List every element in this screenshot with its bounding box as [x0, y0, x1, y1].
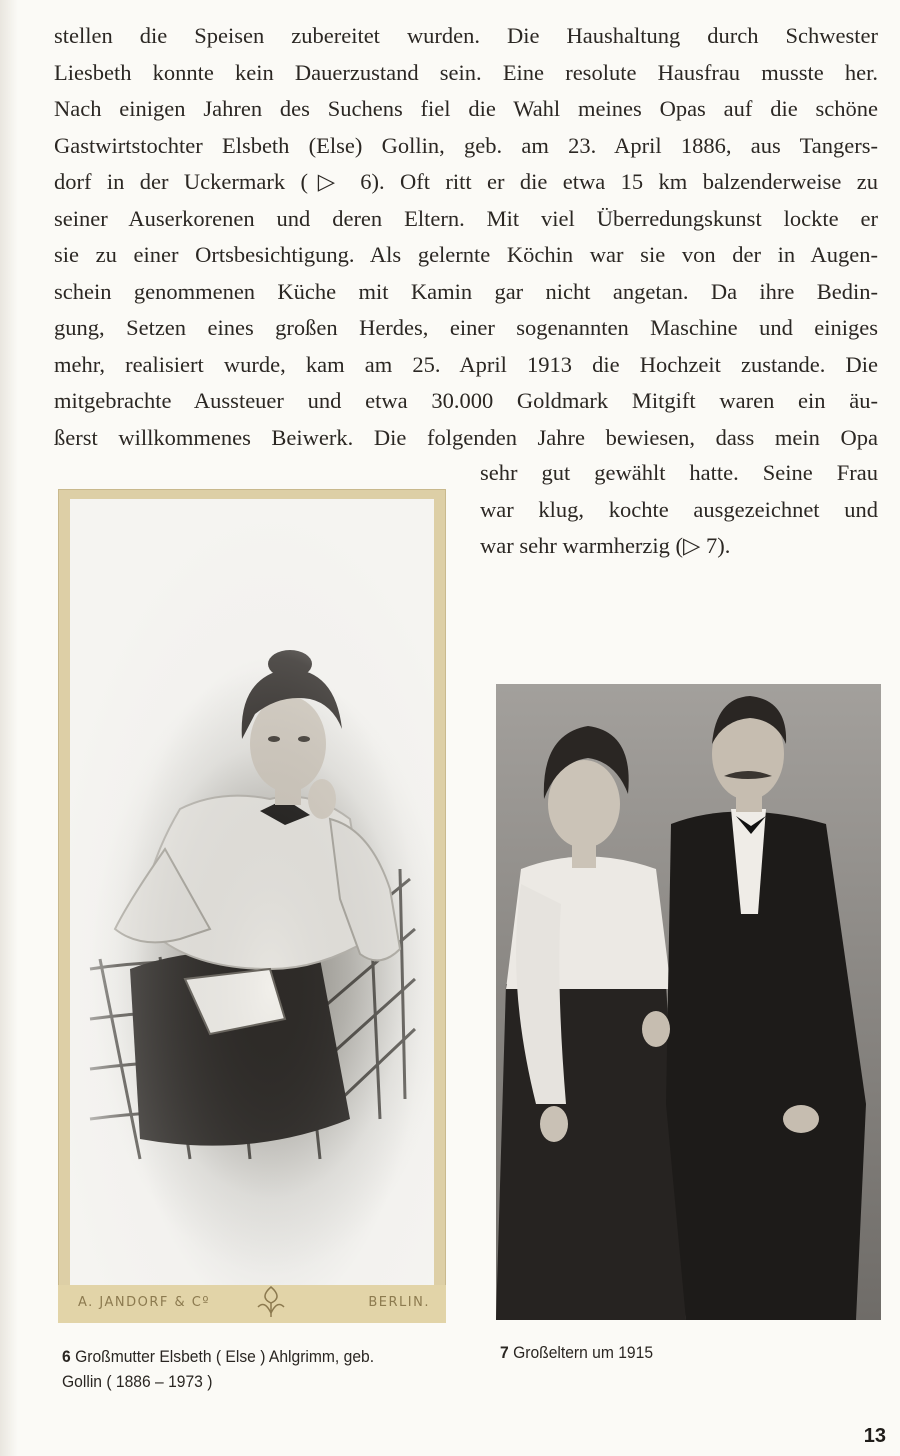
text-line: gung, Setzen eines großen Herdes, einer sogenannten Maschine und einiges — [54, 315, 878, 340]
photo-grandmother-portrait — [58, 489, 446, 1323]
caption-number: 6 — [62, 1347, 71, 1366]
text-line: mitgebrachte Aussteuer und etwa 30.000 Goldmark Mitgift waren ein äu- — [54, 388, 878, 413]
photo-grandparents — [496, 684, 881, 1320]
caption-text: Gollin ( 1886 – 1973 ) — [62, 1372, 213, 1391]
page-number: 13 — [863, 1425, 886, 1447]
caption-text: Großmutter Elsbeth ( Else ) Ahlgrimm, geb. — [75, 1347, 375, 1366]
studio-name: A. JANDORF & Cº — [78, 1295, 211, 1310]
text-line: Liesbeth konnte kein Dauerzustand sein. Eine resolute Hausfrau musste her. — [54, 59, 878, 85]
caption-text: Großeltern um 1915 — [513, 1343, 654, 1362]
portrait-image — [70, 499, 434, 1287]
text-line: seiner Auserkorenen und deren Eltern. Mit viel Überredungskunst lockte er — [54, 205, 878, 231]
text-line: war sehr warmherzig (▷ 7). — [480, 533, 731, 558]
caption-figure-6 — [62, 1344, 430, 1394]
studio-city: BERLIN. — [368, 1295, 430, 1310]
ornament-icon — [254, 1285, 288, 1319]
text-line: dorf in der Uckermark (▷ 6). Oft ritt er die etwa 15 km balzenderweise zu — [54, 169, 878, 194]
portrait-figure — [70, 499, 434, 1287]
page-edge — [0, 0, 18, 1456]
text-line: war klug, kochte ausgezeichnet und — [480, 496, 878, 522]
text-line: mehr, realisiert wurde, kam am 25. April 1913 die Hochzeit zustande. Die — [54, 351, 878, 377]
studio-imprint — [58, 1285, 446, 1323]
text-line: schein genommenen Küche mit Kamin gar nicht angetan. Da ihre Bedin- — [54, 278, 878, 304]
caption-figure-7 — [500, 1340, 850, 1365]
side-text — [480, 455, 878, 565]
text-line: stellen die Speisen zubereitet wurden. Die Haushaltung durch Schwester — [54, 23, 878, 48]
body-text — [54, 18, 878, 456]
text-line: Nach einigen Jahren des Suchens fiel die Wahl meines Opas auf die schöne — [54, 96, 878, 121]
text-line: sie zu einer Ortsbesichtigung. Als gelernte Köchin war sie von der in Augen- — [54, 242, 878, 267]
caption-number: 7 — [500, 1343, 509, 1362]
text-line: sehr gut gewählt hatte. Seine Frau — [480, 460, 878, 485]
text-line: Gastwirtstochter Elsbeth (Else) Gollin, geb. am 23. April 1886, aus Tangers- — [54, 132, 878, 158]
text-line: ßerst willkommenes Beiwerk. Die folgenden Jahre bewiesen, dass mein Opa — [54, 424, 878, 450]
couple-figure — [496, 684, 881, 1320]
